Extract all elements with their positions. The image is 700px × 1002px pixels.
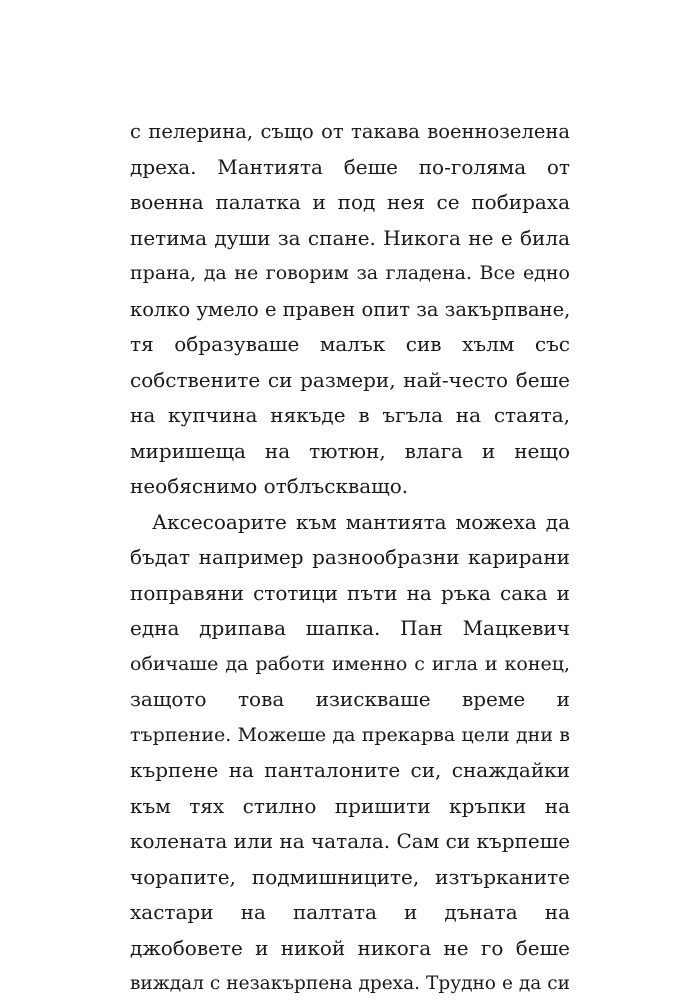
text-line: бъдат например разнообразни карирани (130, 545, 570, 569)
text-line: на купчина някъде в ъгъла на стаята, (130, 403, 570, 427)
text-line: с пелерина, също от такава военнозелена (130, 120, 570, 143)
text-line: военна палатка и под нея се побираха (130, 190, 570, 214)
text-line: миришеща на тютюн, влага и нещо (130, 438, 570, 463)
text-line: една дрипава шапка. Пан Мацкевич (130, 616, 570, 640)
body-text (130, 114, 570, 1002)
text-line: колената или на чатала. Сам си кърпеше (130, 829, 570, 853)
text-line: собствените си размери, най-често беше (130, 367, 570, 392)
text-line: прана, да не говорим за гладена. Все едно (130, 262, 570, 284)
text-line: защото това изискваше време и (130, 687, 570, 711)
text-line: поправяни стотици пъти на ръка сака и (130, 580, 570, 605)
text-line: хастари на палтата и дъната на (130, 900, 570, 924)
text-line: към тях стилно пришити кръпки на (130, 793, 570, 818)
text-line: търпение. Можеше да прекарва цели дни в (130, 723, 570, 746)
text-line: кърпене на панталоните си, снаждайки (130, 758, 570, 782)
text-line: виждал с незакърпена дреха. Трудно е да си (130, 973, 570, 994)
text-line: дреха. Мантията беше по-голяма от (130, 154, 570, 179)
text-line: колко умело е правен опит за закърпване, (130, 297, 570, 321)
text-line: обичаше да работи именно с игла и конец, (130, 652, 570, 675)
text-line: тя образуваше малък сив хълм със (130, 332, 570, 356)
text-line: необяснимо отблъскващо. (130, 474, 409, 498)
text-line: Аксесоарите към мантията можеха да (152, 509, 570, 534)
text-line: джобовете и никой никога не го беше (130, 935, 570, 960)
text-line: чорапите, подмишниците, изтърканите (130, 864, 570, 889)
text-line: петима души за спане. Никога не е била (130, 225, 570, 250)
